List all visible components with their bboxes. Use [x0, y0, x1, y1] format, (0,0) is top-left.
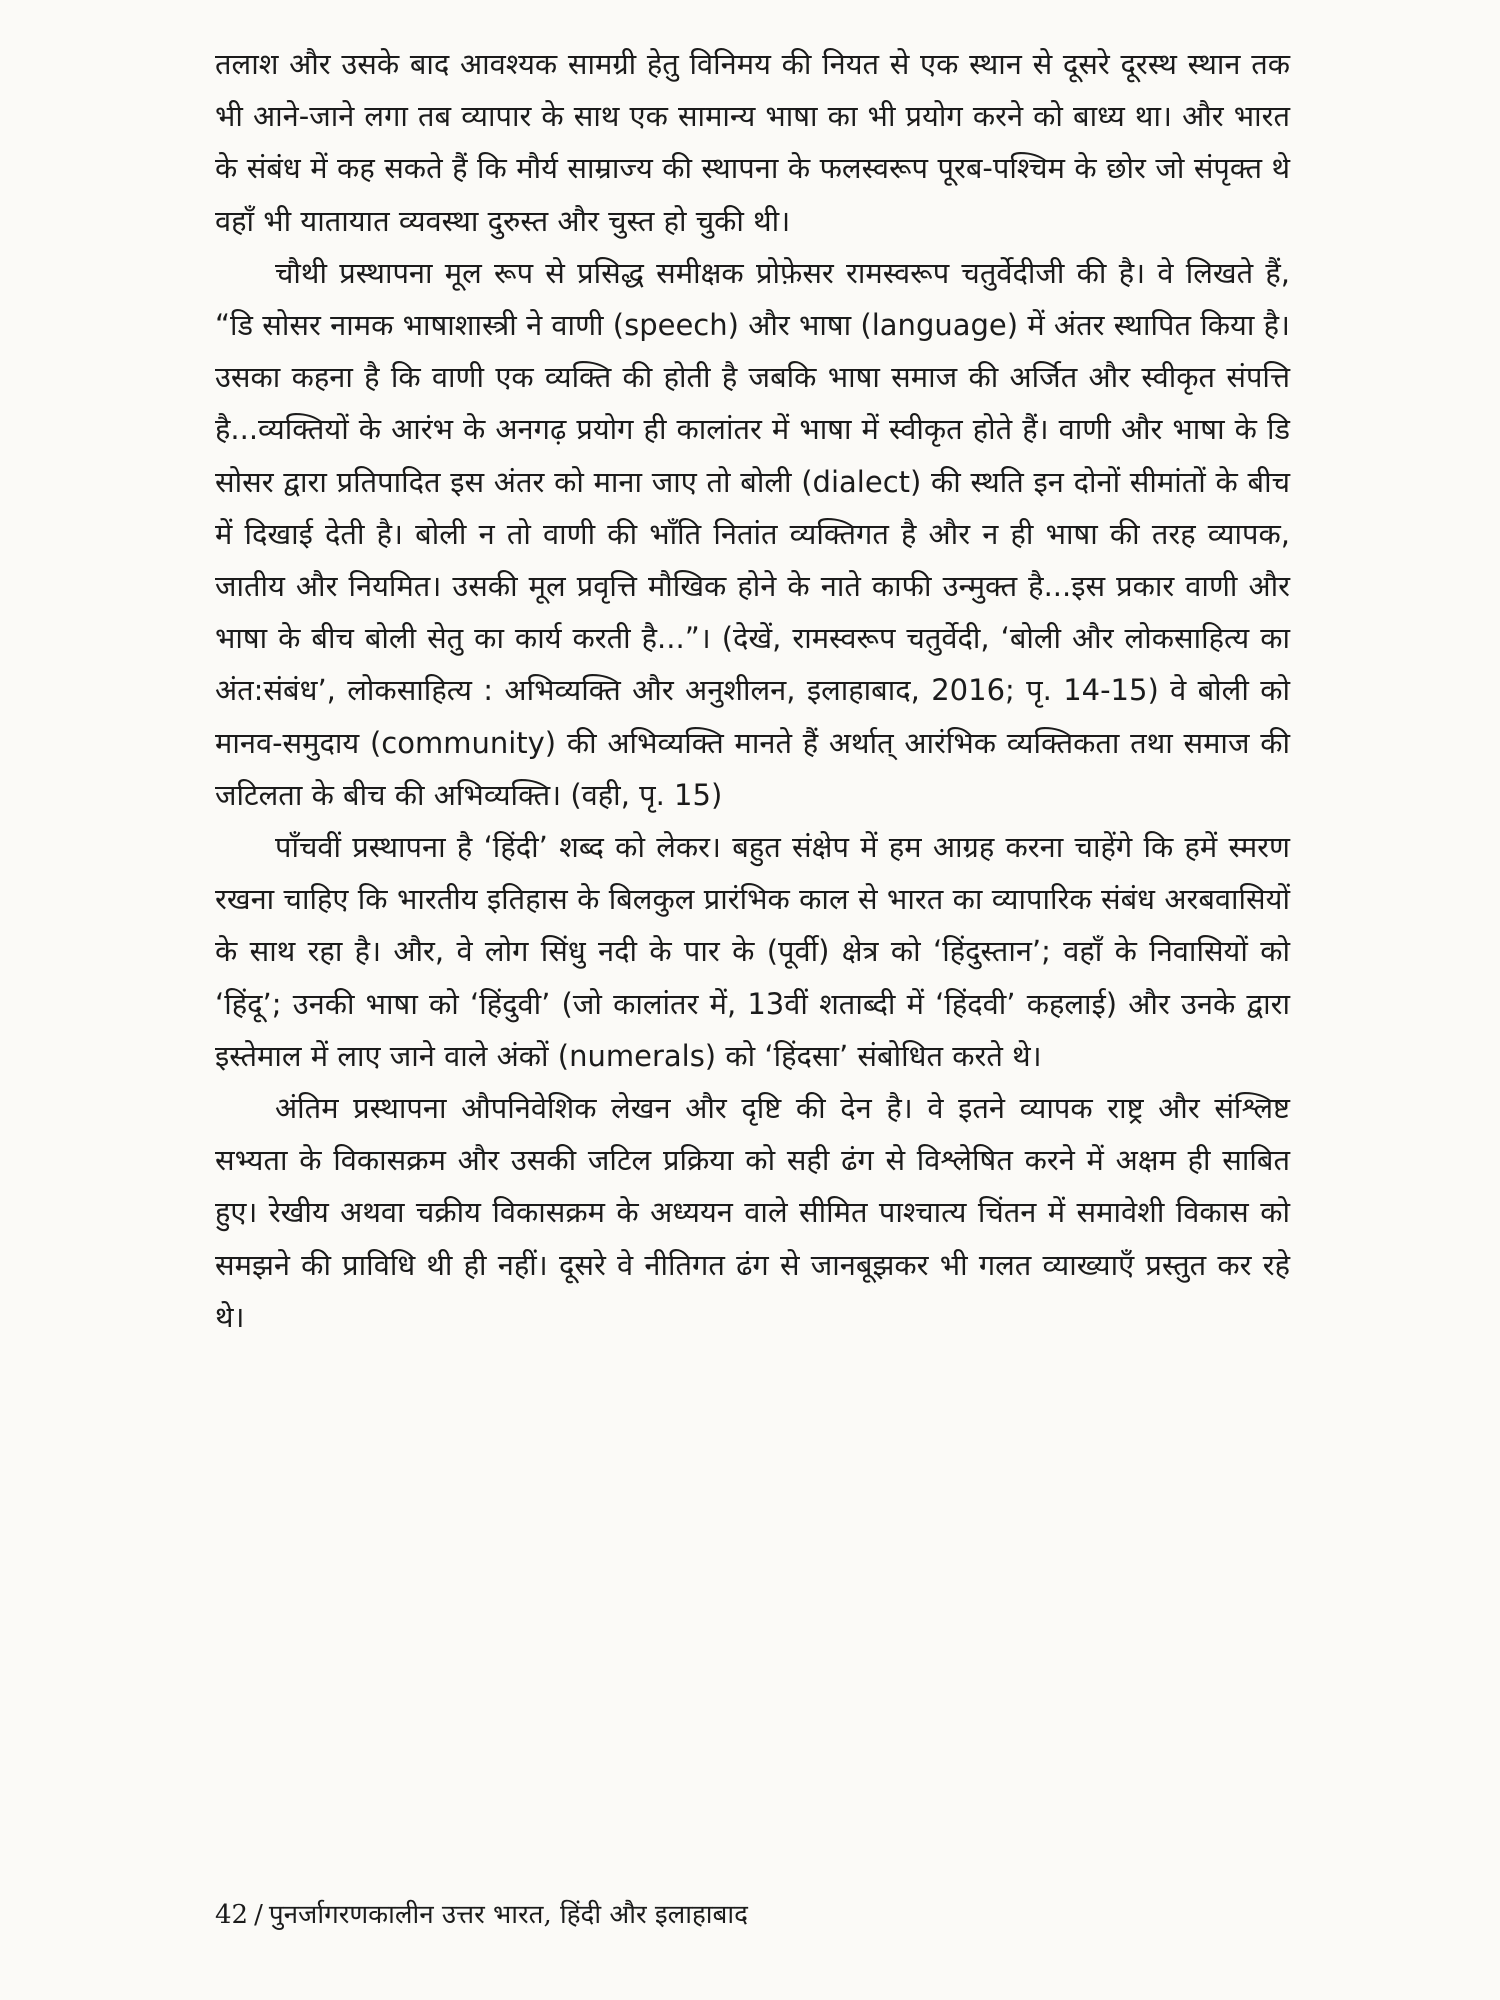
- paragraph-fourth-proposition: चौथी प्रस्थापना मूल रूप से प्रसिद्ध समीक्षक प्रोफ़ेसर रामस्वरूप चतुर्वेदीजी की है। वे लिखते हैं, “डि सोसर नामक भाषाशास्त्री ने वाणी (speech) और भाषा (language) में अंतर स्थापित किया है। उसका कहना है कि वाणी एक व्यक्ति की होती है जबकि भाषा समाज की अर्जित और स्वीकृत संपत्ति है...व्यक्तियों के आरंभ के अनगढ़ प्रयोग ही कालांतर में भाषा में स्वीकृत होते हैं। वाणी और भाषा के डि सोसर द्वारा प्रतिपादित इस अंतर को माना जाए तो बोली (dialect) की स्थति इन दोनों सीमांतों के बीच में दिखाई देती है। बोली न तो वाणी की भाँति नितांत व्यक्तिगत है और न ही भाषा की तरह व्यापक, जातीय और नियमित। उसकी मूल प्रवृत्ति मौखिक होने के नाते काफी उन्मुक्त है...इस प्रकार वाणी और भाषा के बीच बोली सेतु का कार्य करती है...”। (देखें, रामस्वरूप चतुर्वेदी, ‘बोली और लोकसाहित्य का अंत:संबंध’, लोकसाहित्य : अभिव्यक्ति और अनुशीलन, इलाहाबाद, 2016; पृ. 14-15) वे बोली को मानव-समुदाय (community) की अभिव्यक्ति मानते हैं अर्थात् आरंभिक व्यक्तिकता तथा समाज की जटिलता के बीच की अभिव्यक्ति। (वही, पृ. 15): [215, 255, 1291, 812]
- paragraph-fifth-proposition: पाँचवीं प्रस्थापना है ‘हिंदी’ शब्द को लेकर। बहुत संक्षेप में हम आग्रह करना चाहेंगे कि हमें स्मरण रखना चाहिए कि भारतीय इतिहास के बिलकुल प्रारंभिक काल से भारत का व्यापारिक संबंध अरबवासियों के साथ रहा है। और, वे लोग सिंधु नदी के पार के (पूर्वी) क्षेत्र को ‘हिंदुस्तान’; वहाँ के निवासियों को ‘हिंदू’; उनकी भाषा को ‘हिंदुवी’ (जो कालांतर में, 13वीं शताब्दी में ‘हिंदवी’ कहलाई) और उनके द्वारा इस्तेमाल में लाए जाने वाले अंकों (numerals) को ‘हिंदसा’ संबोधित करते थे।: [215, 830, 1290, 1073]
- page-footer: [215, 1895, 748, 1931]
- paragraph-final-proposition: अंतिम प्रस्थापना औपनिवेशिक लेखन और दृष्टि की देन है। वे इतने व्यापक राष्ट्र और संश्लिष्ट सभ्यता के विकासक्रम और उसकी जटिल प्रक्रिया को सही ढंग से विश्लेषित करने में अक्षम ही साबित हुए। रेखीय अथवा चक्रीय विकासक्रम के अध्ययन वाले सीमित पाश्चात्य चिंतन में समावेशी विकास को समझने की प्राविधि थी ही नहीं। दूसरे वे नीतिगत ढंग से जानबूझकर भी गलत व्याख्याएँ प्रस्तुत कर रहे थे।: [215, 1091, 1290, 1334]
- paragraph-continuation: तलाश और उसके बाद आवश्यक सामग्री हेतु विनिमय की नियत से एक स्थान से दूसरे दूरस्थ स्थान तक भी आने-जाने लगा तब व्यापार के साथ एक सामान्य भाषा का भी प्रयोग करने को बाध्य था। और भारत के संबंध में कह सकते हैं कि मौर्य साम्राज्य की स्थापना के फलस्वरूप पूरब-पश्चिम के छोर जो संपृक्त थे वहाँ भी यातायात व्यवस्था दुरुस्त और चुस्त हो चुकी थी।: [215, 47, 1290, 238]
- running-book-title: पुनर्जागरणकालीन उत्तर भारत, हिंदी और इलाहाबाद: [268, 1900, 748, 1930]
- page-number: 42: [215, 1900, 249, 1930]
- footer-separator: /: [254, 1900, 263, 1930]
- page-body-text: [215, 38, 1290, 1343]
